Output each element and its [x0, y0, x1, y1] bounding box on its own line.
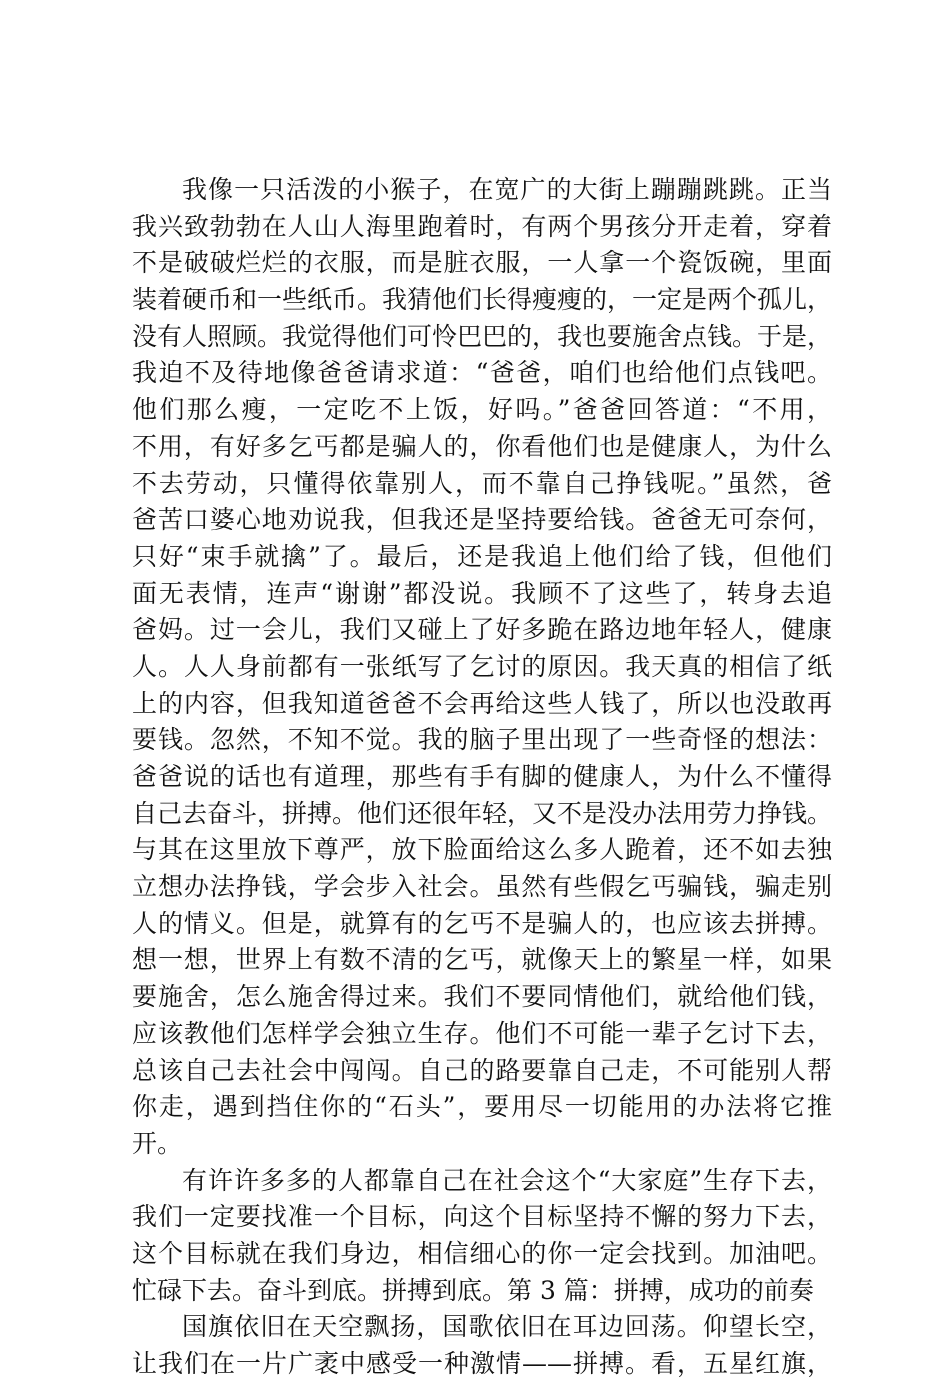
text-line: 我像一只活泼的小猴子，在宽广的大街上蹦蹦跳跳。正当: [182, 175, 832, 204]
text-line: 要施舍，怎么施舍得过来。我们不要同情他们，就给他们钱，: [132, 982, 832, 1012]
text-line: 忙碌下去。奋斗到底。拼搏到底。第 3 篇：拼搏，成功的前奏: [132, 1275, 814, 1305]
text-line: 爸妈。过一会儿，我们又碰上了好多跪在路边地年轻人，健康: [132, 615, 832, 645]
text-line: 人。人人身前都有一张纸写了乞讨的原因。我天真的相信了纸: [132, 651, 832, 681]
text-line: 要钱。忽然，不知不觉。我的脑子里出现了一些奇怪的想法：: [132, 725, 832, 755]
text-line: 面无表情，连声“谢谢”都没说。我顾不了这些了，转身去追: [132, 578, 832, 608]
text-line: 没有人照顾。我觉得他们可怜巴巴的，我也要施舍点钱。于是，: [132, 321, 833, 351]
text-line: 立想办法挣钱，学会步入社会。虽然有些假乞丐骗钱，骗走别: [132, 872, 832, 902]
text-line: 应该教他们怎样学会独立生存。他们不可能一辈子乞讨下去，: [132, 1018, 832, 1048]
text-line: 人的情义。但是，就算有的乞丐不是骗人的，也应该去拼搏。: [132, 908, 832, 938]
document-body: [132, 172, 832, 1383]
text-line: 他们那么瘦，一定吃不上饭，好吗。”爸爸回答道：“不用，: [132, 395, 832, 425]
text-line: 我们一定要找准一个目标，向这个目标坚持不懈的努力下去，: [132, 1202, 832, 1232]
text-line: 我兴致勃勃在人山人海里跑着时，有两个男孩分开走着，穿着: [132, 211, 832, 241]
text-line: 与其在这里放下尊严，放下脸面给这么多人跪着，还不如去独: [132, 835, 832, 865]
text-line: 有许许多多的人都靠自己在社会这个“大家庭”生存下去，: [182, 1165, 832, 1195]
text-line: 装着硬币和一些纸币。我猜他们长得瘦瘦的，一定是两个孤儿，: [132, 285, 833, 315]
text-line: 这个目标就在我们身边，相信细心的你一定会找到。加油吧。: [132, 1238, 832, 1268]
text-line: 总该自己去社会中闯闯。自己的路要靠自己走，不可能别人帮: [132, 1055, 832, 1085]
text-line: 让我们在一片广袤中感受一种激情——拼搏。看，五星红旗，: [132, 1349, 832, 1378]
text-line: 不去劳动，只懂得依靠别人，而不靠自己挣钱呢。”虽然，爸: [132, 468, 832, 498]
text-line: 爸爸说的话也有道理，那些有手有脚的健康人，为什么不懂得: [132, 762, 832, 791]
text-line: 开。: [132, 1128, 183, 1158]
text-line: 上的内容，但我知道爸爸不会再给这些人钱了，所以也没敢再: [132, 688, 832, 718]
text-line: 自己去奋斗，拼搏。他们还很年轻，又不是没办法用劳力挣钱。: [132, 798, 833, 828]
text-line: 国旗依旧在天空飘扬，国歌依旧在耳边回荡。仰望长空，: [182, 1312, 832, 1342]
text-line: 只好“束手就擒”了。最后，还是我追上他们给了钱，但他们: [132, 541, 832, 571]
text-line: 我迫不及待地像爸爸请求道：“爸爸，咱们也给他们点钱吧。: [132, 358, 832, 388]
text-line: 不是破破烂烂的衣服，而是脏衣服，一人拿一个瓷饭碗，里面: [132, 248, 832, 278]
text-line: 爸苦口婆心地劝说我，但我还是坚持要给钱。爸爸无可奈何，: [132, 505, 832, 535]
text-line: 不用，有好多乞丐都是骗人的，你看他们也是健康人，为什么: [132, 431, 832, 461]
text-line: 想一想，世界上有数不清的乞丐，就像天上的繁星一样，如果: [132, 945, 832, 975]
text-line: 你走，遇到挡住你的“石头”，要用尽一切能用的办法将它推: [132, 1092, 832, 1122]
